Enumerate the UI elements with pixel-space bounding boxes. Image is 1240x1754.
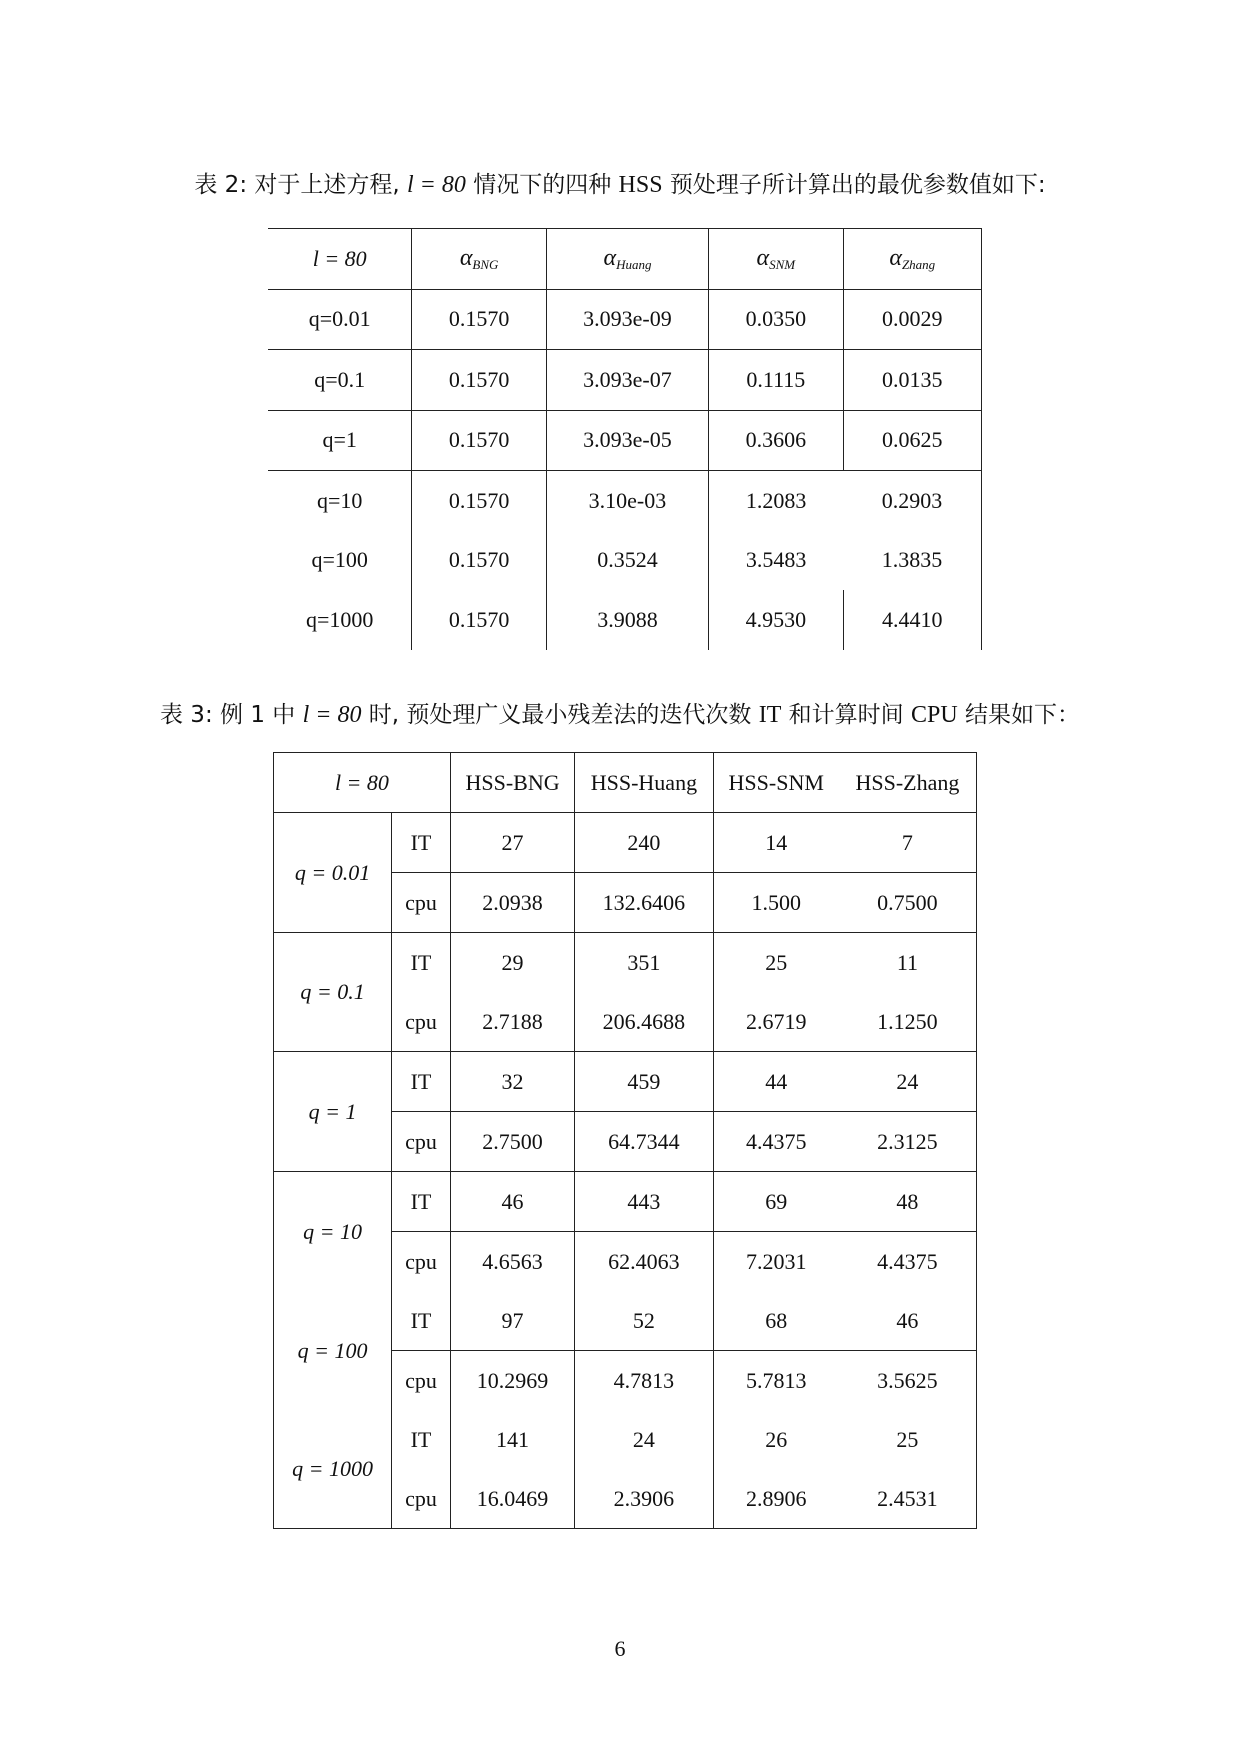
table3-cell: 459 xyxy=(575,1052,713,1112)
table3-header-zhang: HSS-Zhang xyxy=(839,753,977,813)
table3-cell: 2.3906 xyxy=(575,1469,713,1529)
caption2-hss: HSS xyxy=(618,172,663,198)
table3-metric-label: IT xyxy=(392,1410,451,1469)
table3-cell: 11 xyxy=(839,933,977,993)
table3-header-snm: HSS-SNM xyxy=(713,753,839,813)
table2-header-bng: $\alpha_{BNG}$ xyxy=(412,229,546,290)
table3-cell: 25 xyxy=(839,1410,977,1469)
table2-cell: 1.3835 xyxy=(843,531,981,591)
table3-cell: 2.8906 xyxy=(713,1469,839,1529)
table2-header-row xyxy=(268,229,982,290)
table-row xyxy=(274,1410,977,1469)
table3-q-cell: q = 0.1 xyxy=(274,933,392,1052)
table2-cell: 3.9088 xyxy=(546,590,708,650)
table2-cell: 0.1570 xyxy=(412,350,546,411)
table3-cell: 4.4375 xyxy=(713,1112,839,1172)
table2-caption xyxy=(0,166,1240,199)
table3-cell: 25 xyxy=(765,949,788,975)
table-row xyxy=(274,933,977,993)
table3-cell: 46 xyxy=(839,1291,977,1351)
table3-metric-label: cpu xyxy=(392,1232,451,1292)
table3-cell: 132.6406 xyxy=(575,873,713,933)
table3-cell: 7.2031 xyxy=(745,1248,807,1274)
table2-corner: l = 80 xyxy=(268,229,412,290)
table3-cell: 141 xyxy=(450,1410,574,1469)
table-row xyxy=(274,1052,977,1112)
table3-cell: 32 xyxy=(450,1052,574,1112)
table2-cell: 3.093e-05 xyxy=(546,410,708,471)
table2-q-cell: q=1000 xyxy=(268,590,412,650)
table3-metric-label: cpu xyxy=(392,1469,451,1529)
table2-cell: 0.3606 xyxy=(709,410,843,471)
table3-cell: 24 xyxy=(839,1052,977,1112)
table3-header-huang: HSS-Huang xyxy=(575,753,713,813)
table3-metric-label: IT xyxy=(392,1172,451,1232)
caption2-mid: 情况下的四种 xyxy=(465,172,619,198)
table2-header-zhang: $\alpha_{Zhang}$ xyxy=(843,229,981,290)
caption2-math: l = 80 xyxy=(407,172,466,198)
table2-cell: 0.0135 xyxy=(843,350,981,411)
page-number: 6 xyxy=(614,1636,626,1661)
table3-cell: 44 xyxy=(713,1052,839,1112)
table2-cell: 3.10e-03 xyxy=(546,471,708,531)
table3-metric-label: cpu xyxy=(392,1112,451,1172)
table3-cell: 443 xyxy=(575,1172,713,1232)
table3-cell: 240 xyxy=(575,813,713,873)
table3-cell: 16.0469 xyxy=(450,1469,574,1529)
table3-cell: 4.7813 xyxy=(575,1351,713,1411)
table3-metric-label: IT xyxy=(392,813,451,873)
caption2-suffix: 预处理子所计算出的最优参数值如下: xyxy=(662,172,1046,198)
table-row xyxy=(268,289,982,350)
table3-q-cell: q = 100 xyxy=(274,1291,392,1410)
caption3-math: l = 80 xyxy=(302,702,362,728)
table2-cell: 4.4410 xyxy=(843,590,981,650)
table3-metric-label: cpu xyxy=(392,873,451,933)
table3-q-cell: q = 1000 xyxy=(274,1410,392,1529)
table2-cell: 0.1570 xyxy=(412,471,546,531)
table2-cell: 4.9530 xyxy=(709,590,843,650)
table-row xyxy=(268,410,982,471)
table2-cell: 3.093e-09 xyxy=(546,289,708,350)
table-row xyxy=(268,471,982,531)
table3-caption xyxy=(0,696,1240,729)
caption3-it: IT xyxy=(758,702,782,728)
table3-cell: 4.6563 xyxy=(450,1232,574,1292)
table2-cell: 0.0029 xyxy=(843,289,981,350)
table3-cell: 1.1250 xyxy=(839,992,977,1052)
table3-header-row xyxy=(274,753,977,813)
table3-q-cell: q = 1 xyxy=(274,1052,392,1172)
table3-cell: 64.7344 xyxy=(575,1112,713,1172)
table2-cell: 3.093e-07 xyxy=(546,350,708,411)
table3-cell: 351 xyxy=(575,933,713,993)
caption2-prefix: 表 2: 对于上述方程, xyxy=(194,172,408,198)
table-row xyxy=(274,813,977,873)
table3-cell: 46 xyxy=(450,1172,574,1232)
table3-cell: 24 xyxy=(575,1410,713,1469)
table3-cell: 2.7188 xyxy=(450,992,574,1052)
table3-cell: 1.500 xyxy=(713,873,839,933)
table2-header-snm: $\alpha_{SNM}$ xyxy=(709,229,843,290)
table3-cell: 62.4063 xyxy=(575,1232,713,1292)
table3-cell: 2.6719 xyxy=(713,992,839,1052)
table-row xyxy=(274,1291,977,1351)
table3-cell: 68 xyxy=(713,1291,839,1351)
table3-metric-label: IT xyxy=(392,933,451,993)
table-row xyxy=(274,1172,977,1232)
table2-cell: 0.0625 xyxy=(843,410,981,471)
caption3-suffix: 结果如下： xyxy=(957,702,1080,728)
caption3-mid: 时, 预处理广义最小残差法的迭代次数 xyxy=(361,702,759,728)
table2-cell: 0.0350 xyxy=(709,289,843,350)
table3-cell: 14 xyxy=(713,813,839,873)
table3-cell: 0.7500 xyxy=(839,873,977,933)
gmres-results-table xyxy=(273,752,977,1529)
table2-q-cell: q=10 xyxy=(268,471,412,531)
table-row xyxy=(268,350,982,411)
caption3-prefix: 表 3: 例 1 中 xyxy=(160,702,303,728)
table3-cell: 3.5625 xyxy=(839,1351,977,1411)
table3-cell: 26 xyxy=(765,1426,788,1452)
table2-q-cell: q=0.1 xyxy=(268,350,412,411)
table3-cell: 2.3125 xyxy=(839,1112,977,1172)
table3-cell: 4.4375 xyxy=(839,1232,977,1292)
table3-metric-label: IT xyxy=(392,1052,451,1112)
table3-cell: 52 xyxy=(575,1291,713,1351)
table3-cell: 48 xyxy=(839,1172,977,1232)
table3-cell: 2.0938 xyxy=(450,873,574,933)
table3-cell: 97 xyxy=(450,1291,574,1351)
table2-cell: 0.1115 xyxy=(709,350,843,411)
table2-cell: 0.2903 xyxy=(843,471,981,531)
table2-header-huang: $\alpha_{Huang}$ xyxy=(546,229,708,290)
table3-metric-label: IT xyxy=(392,1291,451,1351)
table2-cell: 1.2083 xyxy=(745,487,807,513)
table2-cell: 0.1570 xyxy=(412,531,546,591)
table2-q-cell: q=100 xyxy=(268,531,412,591)
table-row xyxy=(268,531,982,591)
table2-cell: 0.1570 xyxy=(412,590,546,650)
table3-cell: 2.4531 xyxy=(839,1469,977,1529)
table3-cell: 10.2969 xyxy=(450,1351,574,1411)
table3-q-cell: q = 10 xyxy=(274,1172,392,1292)
table2-cell: 0.1570 xyxy=(412,289,546,350)
table3-cell: 2.7500 xyxy=(450,1112,574,1172)
table-row xyxy=(268,590,982,650)
table2-q-cell: q=1 xyxy=(268,410,412,471)
table3-metric-label: cpu xyxy=(392,1351,451,1411)
table3-cell: 69 xyxy=(713,1172,839,1232)
table2-cell: 0.3524 xyxy=(546,531,708,591)
table3-corner: l = 80 xyxy=(274,753,451,813)
table2-cell: 3.5483 xyxy=(745,547,807,573)
table3-cell: 27 xyxy=(450,813,574,873)
table3-header-bng: HSS-BNG xyxy=(450,753,574,813)
table2-cell: 0.1570 xyxy=(412,410,546,471)
table3-q-cell: q = 0.01 xyxy=(274,813,392,933)
caption3-cpu: CPU xyxy=(910,702,958,728)
caption3-mid2: 和计算时间 xyxy=(781,702,911,728)
table3-cell: 29 xyxy=(450,933,574,993)
table3-metric-label: cpu xyxy=(392,992,451,1052)
table2-q-cell: q=0.01 xyxy=(268,289,412,350)
table3-cell: 7 xyxy=(839,813,977,873)
optimal-parameter-table xyxy=(268,228,982,650)
table3-cell: 206.4688 xyxy=(575,992,713,1052)
table3-cell: 5.7813 xyxy=(745,1367,807,1393)
